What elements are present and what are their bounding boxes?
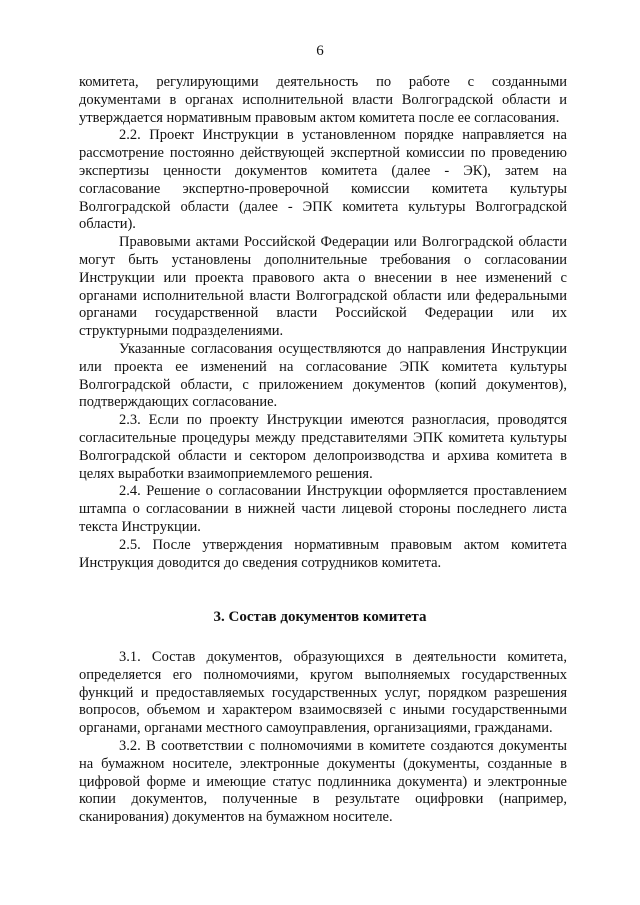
paragraph: 2.2. Проект Инструкции в установленном порядке направляется на рассмотрение постоянно действующей экспертной комиссии по проведению экспертизы ценности документов комитета (далее - ЭК), затем на согласование экспертно-проверочной комиссии комитета культуры Волгоградской области (далее - ЭПК комитета культуры Волгоградской области). bbox=[79, 127, 567, 233]
section-heading: 3. Состав документов комитета bbox=[213, 609, 427, 625]
paragraph: Указанные согласования осуществляются до направления Инструкции или проекта ее изменений на согласование ЭПК комитета культуры Волгоградской области, с приложением документов (копий документов), подтверждающих согласование. bbox=[79, 340, 567, 411]
paragraph: 2.5. После утверждения нормативным правовым актом комитета Инструкция доводится до сведения сотрудников комитета. bbox=[79, 536, 567, 571]
paragraph: 2.3. Если по проекту Инструкции имеются разногласия, проводятся согласительные процедуры между представителями ЭПК комитета культуры Волгоградской области и сектором делопроизводства и архива комитета в целях выработки взаимоприемлемого решения. bbox=[79, 412, 567, 482]
paragraph: 2.4. Решение о согласовании Инструкции оформляется проставлением штампа о согласовании в нижней части лицевой стороны последнего листа текста Инструкции. bbox=[79, 483, 567, 535]
body-text-section-2 bbox=[79, 74, 567, 572]
paragraph: 3.2. В соответствии с полномочиями в комитете создаются документы на бумажном носителе, электронные документы (документы, созданные в цифровой форме и имеющие статус подлинника документа) и электронные копии документов, полученные в результате оцифровки (например, сканирования) документов на бумажном носителе. bbox=[79, 737, 567, 826]
paragraph: 3.1. Состав документов, образующихся в деятельности комитета, определяется его полномочиями, кругом выполняемых государственных функций и предоставляемых государственных услуг, порядком разрешения вопросов, объемом и характером взаимосвязей с иными государственными органами, органами местного самоуправления, организациями, гражданами. bbox=[79, 649, 567, 737]
paragraph: Правовыми актами Российской Федерации или Волгоградской области могут быть установлены дополнительные требования о согласовании Инструкции или проекта правового акта о внесении в нее изменений с органами исполнительной власти Волгоградской области или федеральными органами государственной власти Российской Федерации или их структурными подразделениями. bbox=[79, 234, 567, 340]
page-number: 6 bbox=[316, 43, 324, 59]
paragraph: комитета, регулирующими деятельность по работе с созданными документами в органах исполнительной власти Волгоградской области и утверждается нормативным правовым актом комитета после ее согласования. bbox=[79, 74, 567, 126]
body-text-section-3 bbox=[79, 649, 567, 827]
